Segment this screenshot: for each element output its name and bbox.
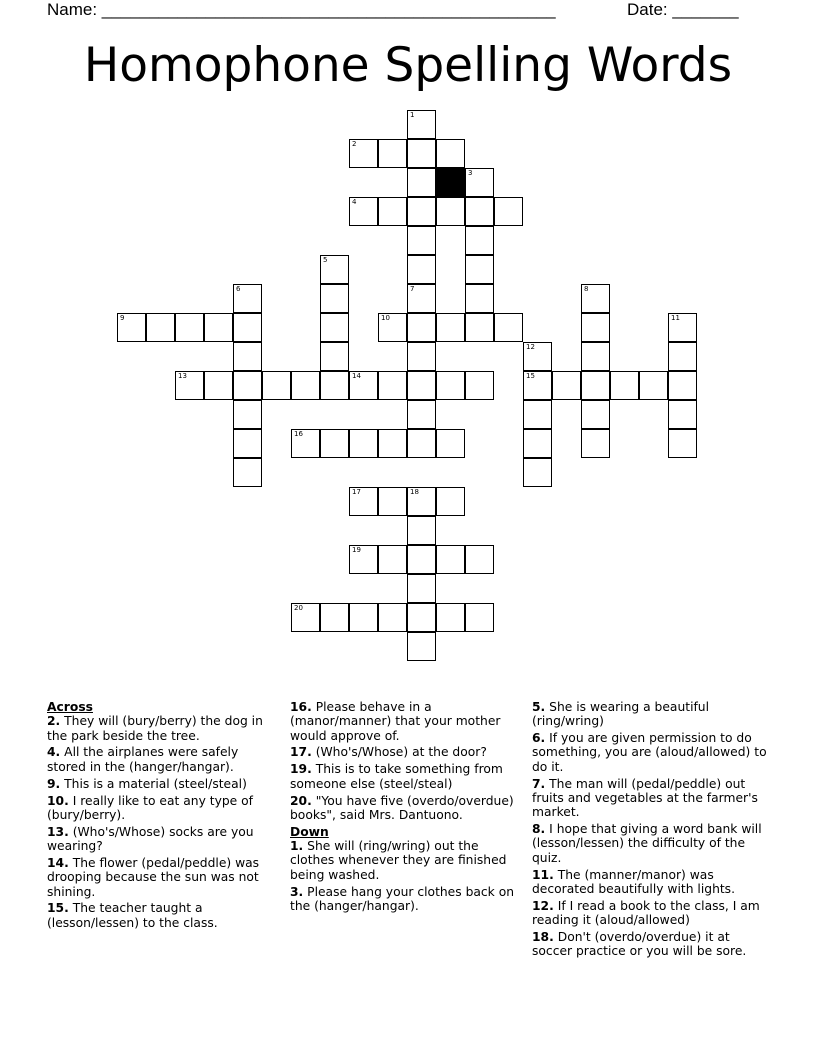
clues-column-3 [532,700,772,961]
crossword-cell[interactable] [378,545,407,574]
clue-item [532,899,772,928]
page-title: Homophone Spelling Words [83,38,733,93]
crossword-cell[interactable] [581,342,610,371]
clue-item-number: 17. [290,745,312,760]
crossword-cell[interactable] [407,110,436,139]
crossword-cell[interactable] [233,284,262,313]
clue-item-number: 13. [47,824,69,839]
clue-number: 8 [584,285,589,293]
crossword-cell[interactable] [291,603,320,632]
clue-number: 20 [294,604,303,612]
clue-item-text: They will (bury/berry) the dog in the park beside the tree. [47,714,263,743]
crossword-cell[interactable] [349,603,378,632]
crossword-cell[interactable] [494,197,523,226]
clue-item-text: I really like to eat any type of (bury/berry). [47,793,253,822]
crossword-cell[interactable] [668,342,697,371]
clue-item-number: 20. [290,793,312,808]
crossword-cell[interactable] [407,168,436,197]
crossword-cell[interactable] [436,429,465,458]
crossword-cell[interactable] [320,371,349,400]
crossword-cell[interactable] [233,458,262,487]
clue-item [532,731,772,774]
clue-item-text: (Who's/Whose) at the door? [315,745,487,760]
clue-number: 18 [410,488,419,496]
clue-number: 10 [381,314,390,322]
clue-item [290,885,522,914]
crossword-cell[interactable] [117,313,146,342]
crossword-cell[interactable] [407,429,436,458]
crossword-cell[interactable] [407,371,436,400]
crossword-cell[interactable] [349,197,378,226]
clue-item [290,839,522,882]
clue-item [47,794,279,823]
clue-item [532,930,772,959]
crossword-cell[interactable] [378,487,407,516]
clue-item-number: 7. [532,776,546,791]
crossword-cell[interactable] [668,400,697,429]
crossword-cell[interactable] [581,371,610,400]
clue-item-text: (Who's/Whose) socks are you wearing? [47,824,254,854]
crossword-cell[interactable] [407,632,436,661]
clue-item [47,777,279,791]
crossword-cell[interactable] [233,400,262,429]
crossword-cell[interactable] [523,429,552,458]
clue-item-text: I hope that giving a word bank will (lesson/lessen) the difficulty of the quiz. [532,822,762,865]
crossword-cell[interactable] [407,197,436,226]
clue-item-text: Please hang your clothes back on the (hanger/hangar). [290,884,515,913]
crossword-cell[interactable] [668,429,697,458]
crossword-cell[interactable] [465,284,494,313]
crossword-cell[interactable] [436,487,465,516]
crossword-cell[interactable] [465,371,494,400]
crossword-cell[interactable] [175,313,204,342]
crossword-cell[interactable] [581,400,610,429]
crossword-cell[interactable] [581,313,610,342]
clue-item [290,745,522,759]
across-heading: Across [47,700,93,714]
crossword-cell[interactable] [407,284,436,313]
clue-item [47,825,279,854]
crossword-cell[interactable] [378,371,407,400]
clue-item-text: The flower (pedal/peddle) was drooping because the sun was not shining. [47,855,260,899]
clue-number: 1 [410,111,415,119]
crossword-cell[interactable] [465,603,494,632]
clue-item-number: 6. [532,731,546,746]
crossword-cell[interactable] [494,313,523,342]
clue-number: 7 [410,285,415,293]
clue-item-text: She is wearing a beautiful (ring/wring) [532,700,710,729]
down-heading: Down [290,824,329,839]
clue-item-text: This is a material (steel/steal) [64,776,247,791]
crossword-cell[interactable] [523,371,552,400]
crossword-cell[interactable] [349,139,378,168]
crossword-cell[interactable] [581,429,610,458]
clue-item [47,901,279,930]
crossword-cell[interactable] [436,313,465,342]
clue-item-number: 14. [47,855,69,870]
clue-item-number: 16. [290,700,312,714]
crossword-cell[interactable] [378,429,407,458]
clue-item [290,700,522,743]
clue-number: 3 [468,169,473,177]
crossword-cell[interactable] [233,429,262,458]
clue-item-text: The (manner/manor) was decorated beautifully with lights. [532,867,735,896]
clue-item-text: All the airplanes were safely stored in the (hanger/hangar). [47,745,239,774]
crossword-cell[interactable] [233,371,262,400]
crossword-cell[interactable] [407,603,436,632]
crossword-black-cell [436,168,465,197]
crossword-cell[interactable] [668,371,697,400]
crossword-cell[interactable] [581,284,610,313]
crossword-cell[interactable] [407,313,436,342]
crossword-cell[interactable] [291,429,320,458]
crossword-cell[interactable] [378,139,407,168]
crossword-cell[interactable] [320,284,349,313]
clue-item-text: Don't (overdo/overdue) it at soccer practice or you will be sore. [532,930,747,959]
clue-item-text: If you are given permission to do something, you are (aloud/allowed) to do it. [532,731,767,774]
clue-item-number: 19. [290,762,312,777]
crossword-cell[interactable] [146,313,175,342]
crossword-cell[interactable] [407,516,436,545]
crossword-cell[interactable] [523,342,552,371]
crossword-cell[interactable] [320,603,349,632]
clue-number: 11 [671,314,680,322]
crossword-cell[interactable] [465,226,494,255]
clue-item-number: 8. [532,822,546,837]
clue-item-text: This is to take something from someone else (steel/steal) [290,762,503,791]
clue-number: 6 [236,285,241,293]
crossword-cell[interactable] [436,545,465,574]
clue-item-text: If I read a book to the class, I am reading it (aloud/allowed) [532,898,760,928]
crossword-cell[interactable] [407,400,436,429]
crossword-cell[interactable] [436,197,465,226]
crossword-cell[interactable] [610,371,639,400]
clue-number: 2 [352,140,357,148]
clue-item-number: 18. [532,930,554,945]
clue-number: 12 [526,343,535,351]
date-field: Date: _______ [627,0,739,19]
crossword-cell[interactable] [407,545,436,574]
clue-item [532,868,772,897]
clue-item-number: 15. [47,901,69,916]
crossword-cell[interactable] [291,371,320,400]
crossword-cell[interactable] [465,255,494,284]
clue-item-number: 2. [47,714,61,729]
clue-number: 15 [526,372,535,380]
clue-item [47,856,279,899]
clue-item [47,745,279,774]
clue-item-number: 9. [47,776,61,791]
crossword-cell[interactable] [523,458,552,487]
crossword-cell[interactable] [407,574,436,603]
clue-item [47,714,279,743]
clue-item [532,700,772,729]
clue-number: 17 [352,488,361,496]
clue-number: 5 [323,256,328,264]
crossword-cell[interactable] [320,342,349,371]
clue-item-text: The teacher taught a (lesson/lessen) to the class. [47,901,218,930]
clue-number: 16 [294,430,303,438]
crossword-cell[interactable] [465,313,494,342]
crossword-cell[interactable] [204,313,233,342]
clue-item-number: 3. [290,884,304,899]
crossword-cell[interactable] [523,400,552,429]
clue-item [532,822,772,865]
clue-number: 9 [120,314,125,322]
clue-item-number: 10. [47,793,69,808]
crossword-cell[interactable] [378,313,407,342]
clue-item-text: She will (ring/wring) out the clothes whenever they are finished being washed. [290,839,507,882]
crossword-cell[interactable] [175,371,204,400]
crossword-cell[interactable] [436,603,465,632]
crossword-cell[interactable] [320,429,349,458]
crossword-cell[interactable] [320,313,349,342]
crossword-cell[interactable] [668,313,697,342]
crossword-cell[interactable] [465,197,494,226]
crossword-cell[interactable] [349,371,378,400]
clue-item [290,794,522,823]
crossword-cell[interactable] [552,371,581,400]
crossword-cell[interactable] [349,545,378,574]
clue-item [532,777,772,820]
crossword-cell[interactable] [407,342,436,371]
crossword-cell[interactable] [407,255,436,284]
clue-item-text: The man will (pedal/peddle) out fruits and vegetables at the farmer's market. [532,776,758,820]
clue-number: 14 [352,372,361,380]
crossword-cell[interactable] [204,371,233,400]
crossword-cell[interactable] [349,429,378,458]
clue-number: 19 [352,546,361,554]
crossword-cell[interactable] [436,139,465,168]
clue-item-number: 12. [532,898,554,913]
clue-item-number: 4. [47,745,61,760]
crossword-cell[interactable] [407,226,436,255]
crossword-cell[interactable] [378,603,407,632]
crossword-cell[interactable] [465,545,494,574]
clue-item-number: 1. [290,839,304,854]
name-field: Name: ________________________________________________ [47,0,556,19]
crossword-cell[interactable] [465,168,494,197]
crossword-cell[interactable] [262,371,291,400]
clue-number: 4 [352,198,357,206]
clue-item-number: 11. [532,867,554,882]
clue-number: 13 [178,372,187,380]
crossword-cell[interactable] [378,197,407,226]
crossword-cell[interactable] [436,371,465,400]
clue-item [290,762,522,791]
crossword-cell[interactable] [320,255,349,284]
clues-column-2 [290,700,522,916]
crossword-cell[interactable] [639,371,668,400]
crossword-cell[interactable] [349,487,378,516]
crossword-cell[interactable] [233,313,262,342]
clue-item-text: Please behave in a (manor/manner) that your mother would approve of. [290,700,501,743]
clues-column-1 [47,700,279,933]
clue-item-text: "You have five (overdo/overdue) books", said Mrs. Dantuono. [290,793,514,822]
clue-item-number: 5. [532,700,546,714]
crossword-cell[interactable] [233,342,262,371]
crossword-cell[interactable] [407,139,436,168]
crossword-cell[interactable] [407,487,436,516]
